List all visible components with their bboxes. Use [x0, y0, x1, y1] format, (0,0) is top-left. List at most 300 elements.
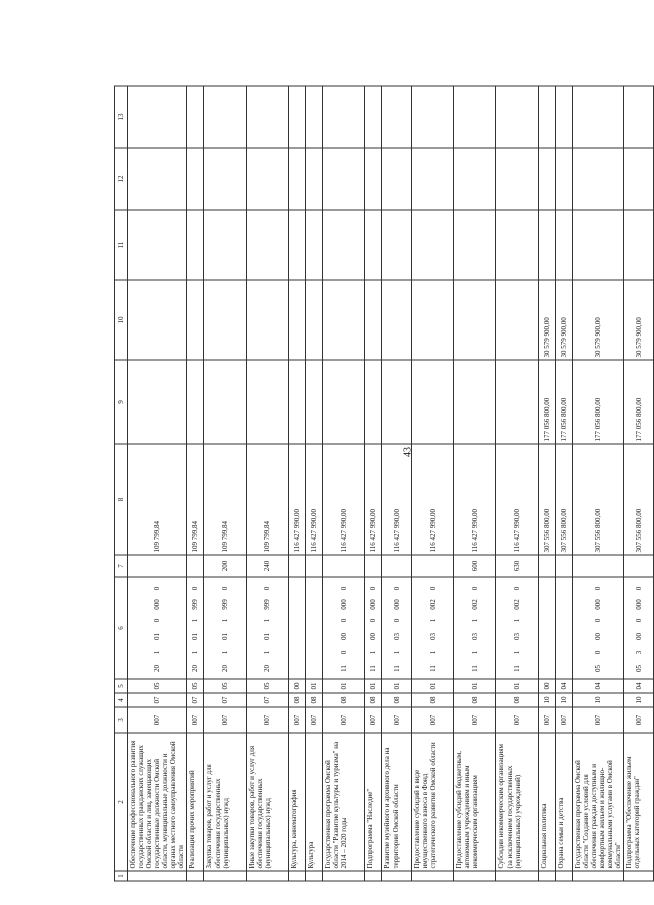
cell-amount-12 — [412, 148, 454, 210]
target-article-part: 0 — [392, 618, 401, 623]
row-name: Иные закупки товаров, работ и услуг для обеспечения государственных (муниципальных) нужд — [246, 733, 288, 871]
cell-col-1 — [382, 871, 412, 881]
cell-amount-11 — [382, 210, 412, 280]
cell-expense-type: 240 — [246, 555, 288, 577]
cell-subsection-code: 05 — [204, 679, 246, 693]
target-article-part: 11 — [369, 665, 378, 672]
cell-col-1 — [572, 871, 623, 881]
table-row — [555, 86, 572, 881]
target-article-part: 0 — [263, 586, 272, 591]
cell-admin-code: 007 — [365, 707, 382, 733]
table-body — [128, 86, 654, 881]
target-article-part: 1 — [263, 650, 272, 655]
cell-amount-9: 177 056 800,00 — [538, 360, 555, 444]
row-name: Государственная программа Омской области "Создание условий для обеспечения граждан доступным и комфортным жильем и жилищно-коммунальными услугами в Омской области" — [572, 733, 623, 871]
cell-amount-13 — [323, 86, 365, 148]
target-article-part: 1 — [369, 650, 378, 655]
cell-amount-10 — [454, 280, 496, 360]
cell-amount-10: 30 579 900,00 — [624, 280, 654, 360]
cell-amount-8: 116 427 990,00 — [288, 444, 305, 555]
table-row — [128, 86, 187, 881]
cell-amount-8: 116 427 990,00 — [305, 444, 322, 555]
cell-amount-12 — [246, 148, 288, 210]
target-article-part: 20 — [191, 665, 200, 672]
row-name: Подпрограмма "Обеспечение жильем отдельных категорий граждан" — [624, 733, 654, 871]
cell-amount-12 — [496, 148, 538, 210]
target-article-part: 01 — [191, 633, 200, 640]
target-article-part: 03 — [392, 633, 401, 640]
row-name: Культура, кинематография — [288, 733, 305, 871]
target-article-part: 1 — [221, 618, 230, 623]
cell-col-1 — [204, 871, 246, 881]
cell-section-code: 10 — [572, 693, 623, 707]
cell-col-1 — [323, 871, 365, 881]
row-name: Предоставление субсидий бюджетным, автономным учреждениям и иным некоммерческим организациям — [454, 733, 496, 871]
cell-amount-12 — [365, 148, 382, 210]
cell-section-code: 08 — [382, 693, 412, 707]
cell-amount-9 — [204, 360, 246, 444]
cell-amount-10 — [187, 280, 204, 360]
target-article-part: 000 — [634, 599, 643, 610]
column-header-12: 12 — [115, 148, 128, 210]
cell-amount-11 — [538, 210, 555, 280]
target-article-part: 0 — [369, 586, 378, 591]
cell-target-article — [187, 577, 204, 679]
target-article-part: 000 — [392, 599, 401, 610]
target-article-part: 00 — [339, 633, 348, 640]
cell-amount-12 — [555, 148, 572, 210]
cell-expense-type — [305, 555, 322, 577]
cell-subsection-code: 04 — [555, 679, 572, 693]
target-article-part: 0 — [153, 586, 162, 591]
target-article-part: 03 — [470, 633, 479, 640]
cell-amount-8: 109 799,84 — [187, 444, 204, 555]
cell-admin-code: 007 — [288, 707, 305, 733]
column-header-9: 9 — [115, 360, 128, 444]
cell-col-1 — [365, 871, 382, 881]
target-article-part: 3 — [634, 650, 643, 655]
cell-amount-13 — [128, 86, 187, 148]
target-article-part: 0 — [428, 586, 437, 591]
cell-amount-12 — [572, 148, 623, 210]
cell-amount-10 — [246, 280, 288, 360]
cell-amount-8: 116 427 990,00 — [382, 444, 412, 555]
cell-col-1 — [128, 871, 187, 881]
cell-amount-10 — [412, 280, 454, 360]
cell-admin-code: 007 — [496, 707, 538, 733]
target-article-part: 002 — [513, 599, 522, 610]
cell-amount-10 — [382, 280, 412, 360]
table-row — [454, 86, 496, 881]
cell-amount-8: 307 556 800,00 — [624, 444, 654, 555]
cell-amount-11 — [187, 210, 204, 280]
target-article-part: 20 — [263, 665, 272, 672]
cell-amount-11 — [412, 210, 454, 280]
cell-subsection-code: 04 — [624, 679, 654, 693]
cell-subsection-code: 05 — [128, 679, 187, 693]
cell-amount-8: 116 427 990,00 — [412, 444, 454, 555]
cell-target-article — [382, 577, 412, 679]
target-article-part: 0 — [339, 586, 348, 591]
target-article-part: 11 — [428, 665, 437, 672]
target-article-part: 0 — [153, 618, 162, 623]
cell-admin-code: 007 — [624, 707, 654, 733]
cell-amount-11 — [246, 210, 288, 280]
cell-expense-type — [323, 555, 365, 577]
target-article-part: 05 — [594, 665, 603, 672]
target-article-part: 000 — [153, 599, 162, 610]
cell-target-article — [204, 577, 246, 679]
cell-subsection-code: 05 — [246, 679, 288, 693]
cell-section-code: 07 — [204, 693, 246, 707]
row-name: Реализация прочих мероприятий — [187, 733, 204, 871]
budget-table-wrapper — [114, 87, 654, 882]
cell-section-code: 10 — [555, 693, 572, 707]
cell-amount-9 — [454, 360, 496, 444]
target-article-part: 00 — [634, 633, 643, 640]
cell-amount-11 — [624, 210, 654, 280]
cell-section-code: 08 — [288, 693, 305, 707]
cell-subsection-code: 01 — [323, 679, 365, 693]
cell-target-article — [323, 577, 365, 679]
cell-amount-9 — [305, 360, 322, 444]
cell-amount-13 — [555, 86, 572, 148]
cell-col-1 — [246, 871, 288, 881]
target-article-part: 0 — [594, 586, 603, 591]
target-article-part: 1 — [191, 650, 200, 655]
cell-section-code: 07 — [246, 693, 288, 707]
cell-section-code: 08 — [365, 693, 382, 707]
cell-amount-13 — [496, 86, 538, 148]
cell-amount-8: 116 427 990,00 — [496, 444, 538, 555]
cell-col-1 — [454, 871, 496, 881]
cell-col-1 — [288, 871, 305, 881]
cell-target-article — [496, 577, 538, 679]
target-article-part: 20 — [221, 665, 230, 672]
column-header-2: 2 — [115, 733, 128, 871]
cell-section-code: 07 — [128, 693, 187, 707]
cell-target-article — [454, 577, 496, 679]
cell-col-1 — [624, 871, 654, 881]
cell-amount-9 — [496, 360, 538, 444]
target-article-part: 00 — [594, 633, 603, 640]
target-article-part: 000 — [594, 599, 603, 610]
cell-amount-12 — [538, 148, 555, 210]
cell-admin-code: 007 — [412, 707, 454, 733]
target-article-part: 1 — [470, 618, 479, 623]
target-article-part: 00 — [369, 633, 378, 640]
cell-expense-type: 600 — [454, 555, 496, 577]
cell-amount-13 — [382, 86, 412, 148]
target-article-part: 05 — [634, 665, 643, 672]
row-name: Предоставление субсидий в виде имущественного взноса в Фонд стратегического развития Омской области — [412, 733, 454, 871]
column-number-row — [115, 86, 128, 881]
table-row — [382, 86, 412, 881]
cell-target-article — [624, 577, 654, 679]
target-article-part: 999 — [263, 599, 272, 610]
cell-section-code: 08 — [412, 693, 454, 707]
target-article-part: 002 — [428, 599, 437, 610]
cell-admin-code: 007 — [305, 707, 322, 733]
cell-target-article — [555, 577, 572, 679]
cell-amount-10 — [496, 280, 538, 360]
cell-amount-9: 177 056 800,00 — [624, 360, 654, 444]
cell-section-code: 08 — [323, 693, 365, 707]
cell-admin-code: 007 — [204, 707, 246, 733]
cell-amount-8: 307 556 800,00 — [538, 444, 555, 555]
target-article-part: 999 — [191, 599, 200, 610]
target-article-part: 01 — [153, 633, 162, 640]
cell-amount-11 — [305, 210, 322, 280]
target-article-part: 03 — [513, 633, 522, 640]
target-article-part: 0 — [634, 618, 643, 623]
column-header-3: 3 — [115, 707, 128, 733]
cell-section-code: 07 — [187, 693, 204, 707]
target-article-part: 1 — [470, 650, 479, 655]
row-name: Субсидии некоммерческим организациям (за исключением государственных (муниципальных) учреждений) — [496, 733, 538, 871]
cell-amount-10 — [305, 280, 322, 360]
cell-amount-11 — [128, 210, 187, 280]
cell-admin-code: 007 — [323, 707, 365, 733]
target-article-part: 1 — [428, 650, 437, 655]
target-article-part: 20 — [153, 665, 162, 672]
cell-amount-8: 307 556 800,00 — [572, 444, 623, 555]
cell-subsection-code: 05 — [187, 679, 204, 693]
cell-expense-type — [382, 555, 412, 577]
cell-amount-11 — [204, 210, 246, 280]
cell-section-code: 10 — [538, 693, 555, 707]
target-article-part: 0 — [470, 586, 479, 591]
cell-amount-12 — [323, 148, 365, 210]
cell-amount-13 — [624, 86, 654, 148]
cell-amount-8: 109 799,84 — [204, 444, 246, 555]
target-article-part: 0 — [369, 618, 378, 623]
target-article-part: 000 — [369, 599, 378, 610]
cell-admin-code: 007 — [128, 707, 187, 733]
cell-amount-11 — [288, 210, 305, 280]
cell-admin-code: 007 — [187, 707, 204, 733]
cell-expense-type: 630 — [496, 555, 538, 577]
cell-expense-type — [555, 555, 572, 577]
table-row — [624, 86, 654, 881]
column-header-13: 13 — [115, 86, 128, 148]
cell-amount-13 — [204, 86, 246, 148]
cell-admin-code: 007 — [538, 707, 555, 733]
column-header-5: 5 — [115, 679, 128, 693]
target-article-part: 03 — [428, 633, 437, 640]
cell-amount-13 — [187, 86, 204, 148]
column-header-1: 1 — [115, 871, 128, 881]
cell-amount-13 — [412, 86, 454, 148]
target-article-part: 999 — [221, 599, 230, 610]
table-row — [365, 86, 382, 881]
target-article-part: 11 — [513, 665, 522, 672]
cell-amount-12 — [128, 148, 187, 210]
cell-subsection-code: 01 — [365, 679, 382, 693]
cell-amount-11 — [572, 210, 623, 280]
cell-col-1 — [305, 871, 322, 881]
row-name: Подпрограмма "Наследие" — [365, 733, 382, 871]
cell-col-1 — [496, 871, 538, 881]
cell-admin-code: 007 — [246, 707, 288, 733]
cell-subsection-code: 00 — [538, 679, 555, 693]
cell-expense-type — [128, 555, 187, 577]
cell-amount-10: 30 579 900,00 — [572, 280, 623, 360]
cell-section-code: 10 — [624, 693, 654, 707]
cell-amount-8: 109 799,84 — [246, 444, 288, 555]
cell-amount-10 — [288, 280, 305, 360]
target-article-part: 01 — [221, 633, 230, 640]
target-article-part: 1 — [428, 618, 437, 623]
cell-expense-type — [365, 555, 382, 577]
cell-amount-8: 116 427 990,00 — [365, 444, 382, 555]
cell-amount-9 — [382, 360, 412, 444]
target-article-part: 11 — [470, 665, 479, 672]
table-row — [572, 86, 623, 881]
cell-admin-code: 007 — [555, 707, 572, 733]
table-row — [246, 86, 288, 881]
cell-expense-type — [624, 555, 654, 577]
cell-amount-9: 177 056 800,00 — [572, 360, 623, 444]
cell-amount-11 — [496, 210, 538, 280]
row-name: Охрана семьи и детства — [555, 733, 572, 871]
cell-amount-9 — [323, 360, 365, 444]
table-row — [412, 86, 454, 881]
target-article-part: 01 — [263, 633, 272, 640]
cell-target-article — [572, 577, 623, 679]
column-header-4: 4 — [115, 693, 128, 707]
target-article-part: 0 — [634, 586, 643, 591]
cell-amount-11 — [454, 210, 496, 280]
column-header-8: 8 — [115, 444, 128, 555]
cell-subsection-code: 04 — [572, 679, 623, 693]
cell-expense-type — [538, 555, 555, 577]
cell-admin-code: 007 — [382, 707, 412, 733]
cell-amount-13 — [246, 86, 288, 148]
page-number: 43 — [402, 447, 414, 457]
column-header-11: 11 — [115, 210, 128, 280]
cell-amount-10 — [128, 280, 187, 360]
cell-expense-type — [572, 555, 623, 577]
cell-amount-12 — [288, 148, 305, 210]
column-header-6: 6 — [115, 577, 128, 679]
column-header-10: 10 — [115, 280, 128, 360]
cell-amount-13 — [365, 86, 382, 148]
cell-subsection-code: 01 — [496, 679, 538, 693]
target-article-part: 0 — [594, 618, 603, 623]
target-article-part: 0 — [594, 650, 603, 655]
cell-amount-13 — [305, 86, 322, 148]
cell-target-article — [288, 577, 305, 679]
table-row — [187, 86, 204, 881]
cell-amount-10: 30 579 900,00 — [555, 280, 572, 360]
cell-target-article — [246, 577, 288, 679]
cell-expense-type: 200 — [204, 555, 246, 577]
target-article-part: 1 — [392, 650, 401, 655]
cell-amount-8: 116 427 990,00 — [454, 444, 496, 555]
cell-expense-type — [187, 555, 204, 577]
cell-amount-11 — [555, 210, 572, 280]
row-name: Государственная программа Омской области "Развитие культуры и туризма" на 2014 – 2020 годы — [323, 733, 365, 871]
target-article-part: 000 — [339, 599, 348, 610]
cell-amount-12 — [305, 148, 322, 210]
target-article-part: 1 — [513, 618, 522, 623]
cell-target-article — [305, 577, 322, 679]
cell-amount-8: 307 556 800,00 — [555, 444, 572, 555]
table-row — [538, 86, 555, 881]
cell-amount-8: 109 799,84 — [128, 444, 187, 555]
cell-target-article — [365, 577, 382, 679]
cell-amount-12 — [454, 148, 496, 210]
cell-amount-9 — [246, 360, 288, 444]
budget-table — [114, 86, 654, 882]
target-article-part: 11 — [392, 665, 401, 672]
row-name: Культура — [305, 733, 322, 871]
table-row — [323, 86, 365, 881]
cell-amount-11 — [323, 210, 365, 280]
target-article-part: 0 — [513, 586, 522, 591]
cell-subsection-code: 01 — [454, 679, 496, 693]
target-article-part: 0 — [221, 586, 230, 591]
target-article-part: 1 — [221, 650, 230, 655]
row-name: Закупка товаров, работ и услуг для обеспечения государственных (муниципальных) нужд — [204, 733, 246, 871]
cell-amount-9: 177 056 800,00 — [555, 360, 572, 444]
cell-section-code: 08 — [305, 693, 322, 707]
cell-col-1 — [538, 871, 555, 881]
cell-admin-code: 007 — [572, 707, 623, 733]
cell-amount-9 — [128, 360, 187, 444]
cell-amount-10 — [323, 280, 365, 360]
cell-amount-10 — [204, 280, 246, 360]
table-row — [496, 86, 538, 881]
cell-target-article — [128, 577, 187, 679]
cell-target-article — [412, 577, 454, 679]
cell-amount-11 — [365, 210, 382, 280]
target-article-part: 0 — [392, 586, 401, 591]
cell-col-1 — [187, 871, 204, 881]
cell-section-code: 08 — [454, 693, 496, 707]
cell-amount-8: 116 427 990,00 — [323, 444, 365, 555]
cell-subsection-code: 00 — [288, 679, 305, 693]
column-header-7: 7 — [115, 555, 128, 577]
cell-col-1 — [555, 871, 572, 881]
target-article-part: 0 — [339, 618, 348, 623]
target-article-part: 1 — [263, 618, 272, 623]
cell-target-article — [538, 577, 555, 679]
table-row — [288, 86, 305, 881]
cell-expense-type — [412, 555, 454, 577]
row-name: Развитие музейного и архивного дела на территории Омской области — [382, 733, 412, 871]
target-article-part: 0 — [339, 650, 348, 655]
target-article-part: 0 — [191, 586, 200, 591]
cell-subsection-code: 01 — [412, 679, 454, 693]
cell-amount-9 — [412, 360, 454, 444]
cell-amount-9 — [288, 360, 305, 444]
cell-amount-13 — [288, 86, 305, 148]
target-article-part: 1 — [513, 650, 522, 655]
cell-amount-13 — [538, 86, 555, 148]
target-article-part: 1 — [191, 618, 200, 623]
target-article-part: 11 — [339, 665, 348, 672]
cell-section-code: 08 — [496, 693, 538, 707]
cell-admin-code: 007 — [454, 707, 496, 733]
cell-amount-9 — [187, 360, 204, 444]
cell-amount-9 — [365, 360, 382, 444]
row-name: Обеспечение профессионального развития государственных гражданских служащих Омской области и лиц, замещающих государственные должности Омской области, муниципальные должности и органах местного самоуправления Омской области — [128, 733, 187, 871]
cell-subsection-code: 01 — [305, 679, 322, 693]
cell-amount-12 — [187, 148, 204, 210]
cell-amount-13 — [572, 86, 623, 148]
